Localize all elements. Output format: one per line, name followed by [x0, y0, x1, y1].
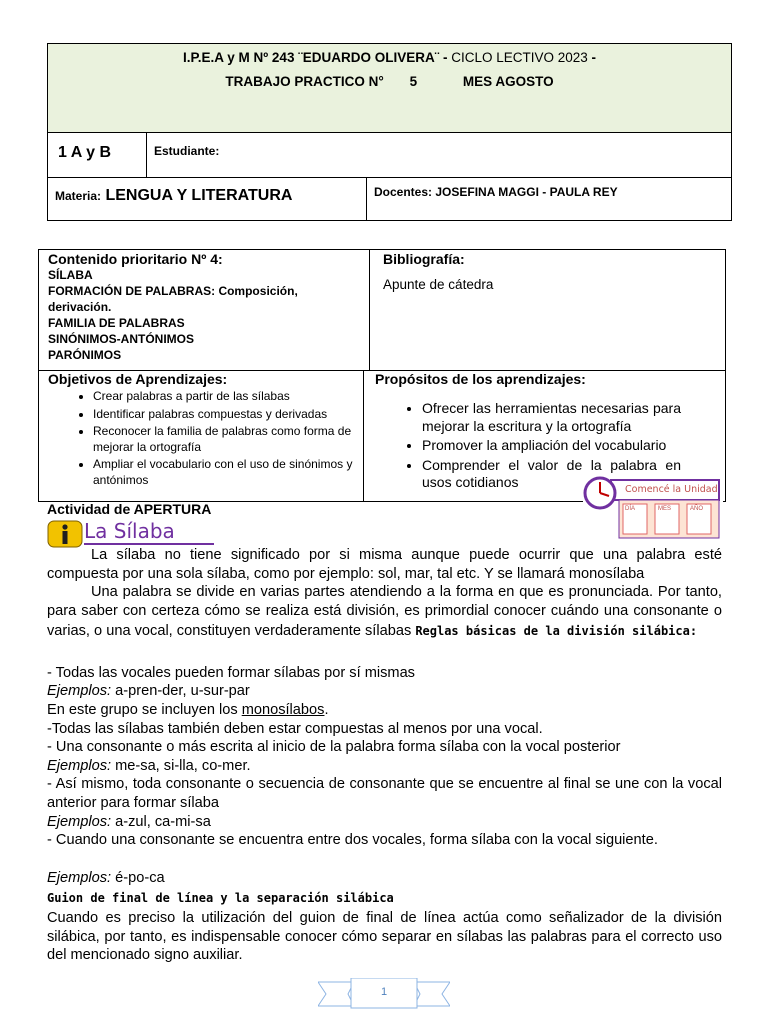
- content-item: PARÓNIMOS: [48, 348, 122, 362]
- example-text: me-sa, si-lla, co-mer.: [111, 758, 251, 774]
- rule-4: - Una consonante o más escrita al inicio de la palabra forma sílaba con la vocal posterior: [47, 739, 621, 755]
- example-label: Ejemplos:: [47, 814, 112, 830]
- work-label: TRABAJO PRACTICO N°: [225, 74, 384, 89]
- example-4: [47, 869, 722, 888]
- objectives-cell: [48, 371, 360, 490]
- example-2: [47, 757, 722, 776]
- student-row: [48, 133, 731, 178]
- objective-item: • Reconocer la familia de palabras como forma de mejorar la ortografía: [93, 424, 360, 455]
- school-line: [48, 50, 731, 65]
- subject-row: [48, 178, 731, 221]
- school-tail: -: [587, 50, 597, 65]
- paragraph-1: La sílaba no tiene significado por si misma aunque puede ocurrir que una palabra esté compuesta por una sola sílaba, como por ejemplo: sol, mar, tal etc. Y se llamará monosílaba: [47, 547, 722, 582]
- content-table: [38, 249, 726, 502]
- objective-item: • Identificar palabras compuestas y derivadas: [93, 407, 360, 423]
- objective-item: • Crear palabras a partir de las sílabas: [93, 389, 360, 405]
- example-label: Ejemplos:: [47, 683, 112, 699]
- example-text: a-zul, ca-mi-sa: [111, 814, 211, 830]
- calendar-day-label: DÍA: [625, 506, 636, 512]
- calendar-year-label: AÑO: [690, 506, 704, 512]
- header-title-cell: [48, 44, 731, 133]
- purpose-item: • Comprender el valor de la palabra en usos cotidianos: [422, 457, 681, 492]
- rule-2-end: .: [324, 702, 329, 718]
- bibliography-heading: Bibliografía:: [383, 251, 465, 267]
- activity-title: Actividad de APERTURA: [47, 501, 212, 517]
- work-month: MES AGOSTO: [462, 74, 554, 89]
- content-heading: Contenido prioritario Nº 4:: [48, 251, 223, 267]
- header-table: [47, 43, 732, 221]
- objectives-heading: Objetivos de Aprendizajes:: [48, 371, 228, 387]
- purposes-heading: Propósitos de los aprendizajes:: [375, 371, 586, 387]
- course-label: 1 A y B: [58, 144, 112, 161]
- paragraph-2: [47, 583, 722, 642]
- example-3: [47, 813, 722, 832]
- teachers-label: Docentes: JOSEFINA MAGGI - PAULA REY: [374, 185, 618, 199]
- paragraph-3: Cuando es preciso la utilización del guion de final de línea actúa como señalizador de la división silábica, por tanto, es indispensable conocer cómo separar en sílabas las palabras para el correcto uso del mencionado signo auxiliar.: [47, 910, 722, 963]
- rule-3: -Todas las sílabas también deben estar compuestas al menos por una vocal.: [47, 721, 543, 737]
- content-item: SÍLABA: [48, 268, 93, 282]
- work-line: [48, 74, 731, 89]
- content-cell: [48, 251, 366, 363]
- example-label: Ejemplos:: [47, 758, 112, 774]
- school-year: CICLO LECTIVO 2023: [451, 50, 588, 65]
- bibliography-text: Apunte de cátedra: [383, 277, 494, 292]
- page-number: 1: [380, 986, 388, 998]
- example-1: [47, 682, 722, 701]
- school-name: I.P.E.A y M Nº 243 ¨EDUARDO OLIVERA¨ -: [182, 50, 452, 65]
- page-number-frame: [318, 978, 450, 1015]
- subject-cell: [55, 187, 292, 205]
- student-label: Estudiante:: [154, 144, 220, 158]
- content-item: FORMACIÓN DE PALABRAS: Composición,: [48, 284, 298, 298]
- section-title: La Sílaba: [84, 519, 214, 545]
- content-item: SINÓNIMOS-ANTÓNIMOS: [48, 332, 194, 346]
- bibliography-cell: [383, 251, 493, 292]
- monosyllable-word: monosílabos: [241, 702, 325, 718]
- rules-title: Reglas básicas de la división silábica:: [415, 624, 698, 638]
- rule-1: - Todas las vocales pueden formar sílabas por sí mismas: [47, 665, 415, 681]
- rule-6: - Cuando una consonante se encuentra entre dos vocales, forma sílaba con la vocal siguiente.: [47, 832, 658, 848]
- content-item: FAMILIA DE PALABRAS: [48, 316, 185, 330]
- example-text: é-po-ca: [111, 870, 165, 886]
- guion-title: Guion de final de línea y la separación silábica: [47, 891, 394, 905]
- subject-value: LENGUA Y LITERATURA: [105, 187, 293, 204]
- purpose-item: • Promover la ampliación del vocabulario: [422, 437, 681, 455]
- subject-label: Materia:: [55, 189, 102, 203]
- rule-2-text: En este grupo se incluyen los: [47, 702, 242, 718]
- example-text: a-pren-der, u-sur-par: [111, 683, 250, 699]
- example-label: Ejemplos:: [47, 870, 112, 886]
- work-number: 5: [409, 74, 418, 89]
- purpose-item: • Ofrecer las herramientas necesarias para mejorar la escritura y la ortografía: [422, 400, 681, 435]
- calendar-title: Comencé la Unidad: [625, 484, 718, 495]
- unit-start-calendar: [583, 476, 723, 541]
- calendar-month-label: MES: [658, 506, 672, 512]
- clock-icon: [583, 476, 617, 515]
- content-item: derivación.: [48, 300, 112, 314]
- rule-2: [47, 701, 722, 720]
- paragraph-2-text: Una palabra se divide en varias partes atendiendo a la forma en que es pronunciada. Por tanto, para saber con certeza cómo se realiza está división, es primordial conocer cuándo una consonante o varias, o una vocal, constituyen verdaderamente sílabas: [47, 584, 722, 639]
- objective-item: • Ampliar el vocabulario con el uso de sinónimos y antónimos: [93, 457, 360, 488]
- rule-5: - Así mismo, toda consonante o secuencia de consonante que se encuentre al final se une con la vocal anterior para formar sílaba: [47, 776, 722, 811]
